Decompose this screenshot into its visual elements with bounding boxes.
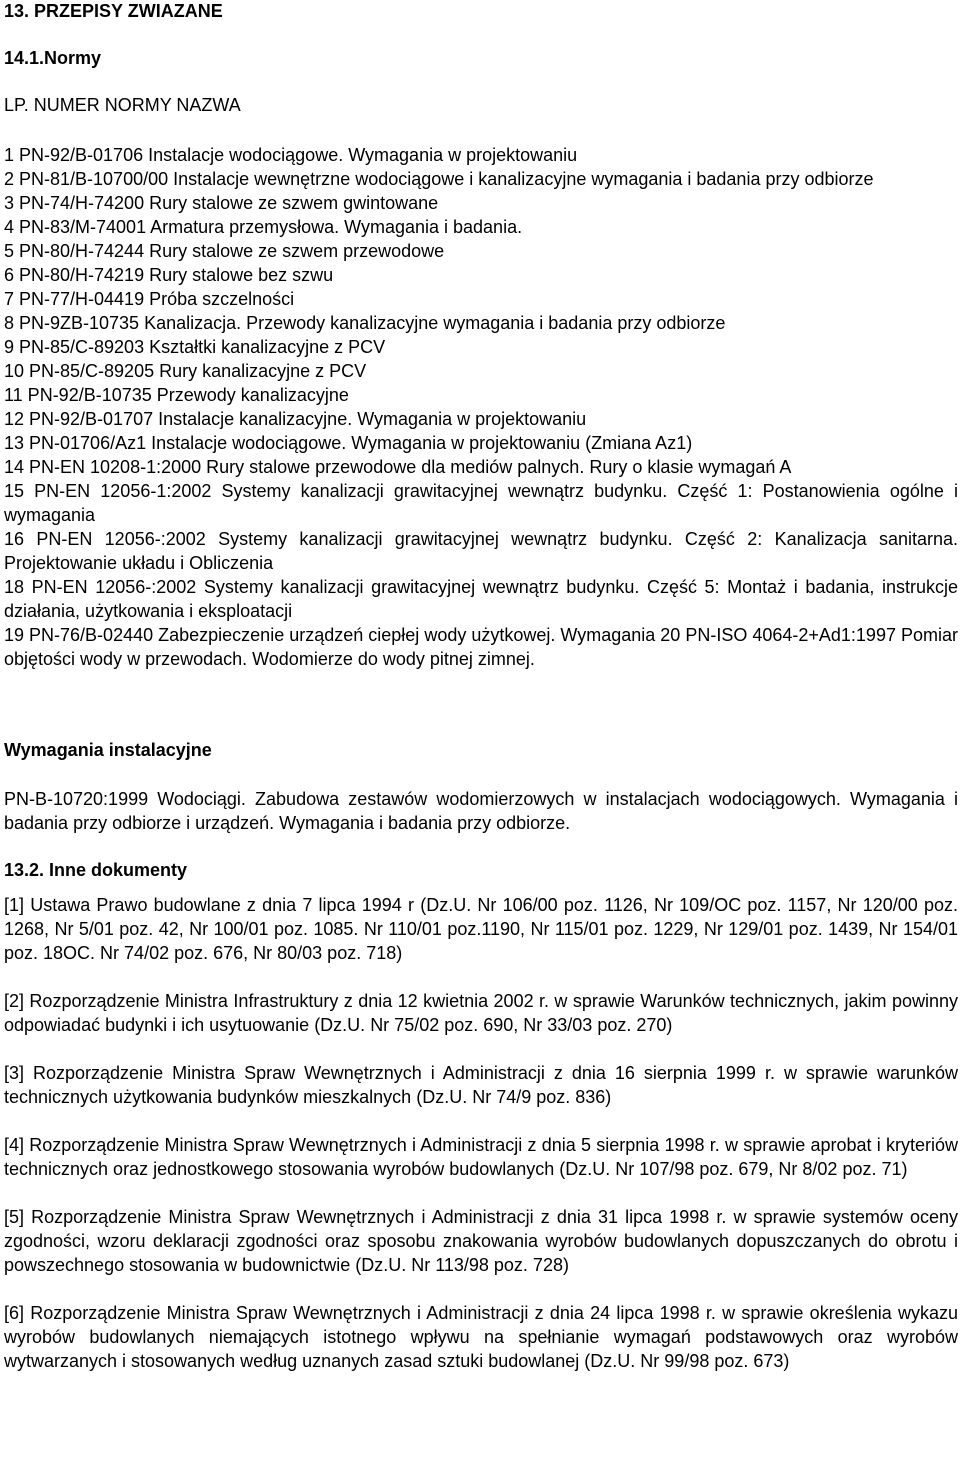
document-item: [6] Rozporządzenie Ministra Spraw Wewnętrznych i Administracji z dnia 24 lipca 1998 r. w sprawie określenia wykazu wyrobów budowlanych niemających istotnego wpływu na spełnianie wymagań podstawowych oraz wyrobów wytwarzanych i stosowanych według uznanych zasad sztuki budowlanej (Dz.U. Nr 99/98 poz. 673): [4, 1303, 958, 1371]
section-heading: 13. PRZEPISY ZWIAZANE: [4, 1, 223, 21]
other-documents-heading: 13.2. Inne dokumenty: [4, 860, 188, 880]
norm-item: 5 PN-80/H-74244 Rury stalowe ze szwem przewodowe: [4, 241, 445, 261]
norm-item: 1 PN-92/B-01706 Instalacje wodociągowe. Wymagania w projektowaniu: [4, 145, 578, 165]
document-item: [3] Rozporządzenie Ministra Spraw Wewnętrznych i Administracji z dnia 16 sierpnia 1999 r. w sprawie warunków technicznych użytkowania budynków mieszkalnych (Dz.U. Nr 74/9 poz. 836): [4, 1063, 958, 1107]
norms-list: [4, 143, 958, 671]
norm-item: 2 PN-81/B-10700/00 Instalacje wewnętrzne wodociągowe i kanalizacyjne wymagania i badania przy odbiorze: [4, 169, 874, 189]
norm-item: 8 PN-9ZB-10735 Kanalizacja. Przewody kanalizacyjne wymagania i badania przy odbiorze: [4, 313, 726, 333]
norm-item: 10 PN-85/C-89205 Rury kanalizacyjne z PCV: [4, 361, 367, 381]
norm-item: 11 PN-92/B-10735 Przewody kanalizacyjne: [4, 385, 349, 405]
requirements-text: PN-B-10720:1999 Wodociągi. Zabudowa zestawów wodomierzowych w instalacjach wodociągowych. Wymagania i badania przy odbiorze i urządzeń. Wymagania i badania przy odbiorze.: [4, 789, 958, 833]
documents-list: [4, 893, 958, 1373]
norms-table-header: LP. NUMER NORMY NAZWA: [4, 95, 241, 115]
document-item: [4] Rozporządzenie Ministra Spraw Wewnętrznych i Administracji z dnia 5 sierpnia 1998 r. w sprawie aprobat i kryteriów technicznych oraz jednostkowego stosowania wyrobów budowlanych (Dz.U. Nr 107/98 poz. 679, Nr 8/02 poz. 71): [4, 1135, 958, 1179]
norms-heading: 14.1.Normy: [4, 48, 102, 68]
requirements-heading: Wymagania instalacyjne: [4, 740, 212, 760]
document-item: [1] Ustawa Prawo budowlane z dnia 7 lipca 1994 r (Dz.U. Nr 106/00 poz. 1126, Nr 109/OC poz. 1157, Nr 120/00 poz. 1268, Nr 5/01 poz. 42, Nr 100/01 poz. 1085. Nr 110/01 poz.1190, Nr 115/01 poz. 1229, Nr 129/01 poz. 1439, Nr 154/01 poz. 18OC. Nr 74/02 poz. 676, Nr 80/03 poz. 718): [4, 895, 958, 963]
norm-item: 12 PN-92/B-01707 Instalacje kanalizacyjne. Wymagania w projektowaniu: [4, 409, 587, 429]
norm-item: 7 PN-77/H-04419 Próba szczelności: [4, 289, 295, 309]
norm-item: 18 PN-EN 12056-:2002 Systemy kanalizacji grawitacyjnej wewnątrz budynku. Część 5: Montaż i badania, instrukcje działania, użytkowania i eksploatacji: [4, 577, 958, 621]
document-item: [5] Rozporządzenie Ministra Spraw Wewnętrznych i Administracji z dnia 31 lipca 1998 r. w sprawie systemów oceny zgodności, wzoru deklaracji zgodności oraz sposobu znakowania wyrobów budowlanych dopuszczanych do obrotu i powszechnego stosowania w budownictwie (Dz.U. Nr 113/98 poz. 728): [4, 1207, 958, 1275]
norm-item: 13 PN-01706/Az1 Instalacje wodociągowe. Wymagania w projektowaniu (Zmiana Az1): [4, 433, 693, 453]
norm-item: 3 PN-74/H-74200 Rury stalowe ze szwem gwintowane: [4, 193, 439, 213]
norm-item: 15 PN-EN 12056-1:2002 Systemy kanalizacji grawitacyjnej wewnątrz budynku. Część 1: Postanowienia ogólne i wymagania: [4, 481, 958, 525]
document-item: [2] Rozporządzenie Ministra Infrastruktury z dnia 12 kwietnia 2002 r. w sprawie Warunków technicznych, jakim powinny odpowiadać budynki i ich usytuowanie (Dz.U. Nr 75/02 poz. 690, Nr 33/03 poz. 270): [4, 991, 958, 1035]
norm-item: 14 PN-EN 10208-1:2000 Rury stalowe przewodowe dla mediów palnych. Rury o klasie wymagań A: [4, 457, 792, 477]
norm-item: 16 PN-EN 12056-:2002 Systemy kanalizacji grawitacyjnej wewnątrz budynku. Część 2: Kanalizacja sanitarna. Projektowanie układu i Obliczenia: [4, 529, 958, 573]
norm-item: 4 PN-83/M-74001 Armatura przemysłowa. Wymagania i badania.: [4, 217, 523, 237]
norm-item: 19 PN-76/B-02440 Zabezpieczenie urządzeń ciepłej wody użytkowej. Wymagania 20 PN-ISO 4064-2+Ad1:1997 Pomiar objętości wody w przewodach. Wodomierze do wody pitnej zimnej.: [4, 625, 958, 669]
norm-item: 9 PN-85/C-89203 Kształtki kanalizacyjne z PCV: [4, 337, 386, 357]
norm-item: 6 PN-80/H-74219 Rury stalowe bez szwu: [4, 265, 334, 285]
